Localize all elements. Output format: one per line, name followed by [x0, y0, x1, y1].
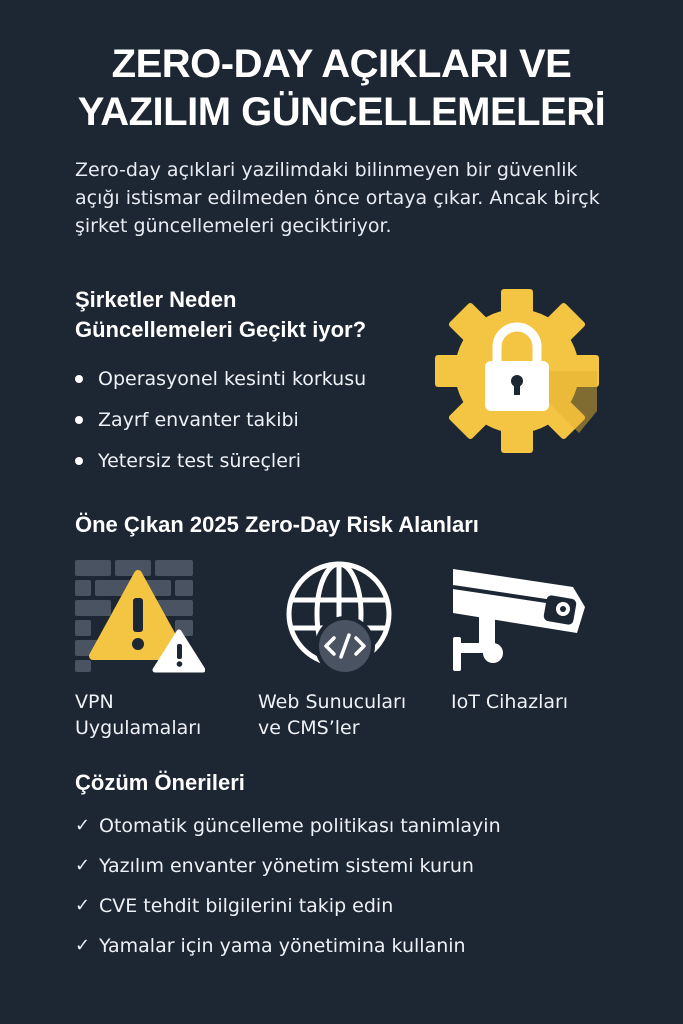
page-title: [0, 40, 683, 136]
checkmark-icon: ✓: [75, 935, 91, 956]
security-camera-icon: [445, 563, 595, 673]
risk-item-iot: [451, 689, 568, 715]
intro-paragraph: [75, 156, 635, 240]
risk-label-line-1: Web Sunucuları: [258, 691, 407, 713]
reason-text: Operasyonel kesinti korkusu: [98, 367, 367, 390]
reason-text: Yetersiz test süreçleri: [98, 449, 301, 472]
solution-item: [75, 846, 501, 886]
risk-label-line-2: Uygulamaları: [75, 717, 202, 739]
solution-text: Otomatik güncelleme politikası tanimlayin: [99, 815, 501, 837]
gear-lock-icon: [434, 288, 600, 454]
risks-heading: Öne Çıkan 2025 Zero-Day Risk Alanları: [75, 512, 479, 537]
checkmark-icon: ✓: [75, 895, 91, 916]
title-line-1: ZERO-DAY AÇIKLARI VE: [111, 42, 572, 86]
risk-label-line-2: ve CMS’ler: [258, 717, 360, 739]
bullet-icon: [75, 416, 83, 424]
solution-item: [75, 886, 501, 926]
checkmark-icon: ✓: [75, 855, 91, 876]
intro-line-3: şirket güncellemeleri geciktiriyor.: [75, 215, 392, 237]
solutions-list: [75, 806, 501, 966]
title-line-2: YAZILIM GÜNCELLEMELERİ: [77, 90, 606, 134]
bullet-icon: [75, 375, 83, 383]
reasons-heading: [75, 285, 366, 345]
reason-item: [75, 358, 366, 399]
solution-text: Yazılım envanter yönetim sistemi kurun: [99, 855, 474, 877]
bullet-icon: [75, 457, 83, 465]
risk-item-vpn: [75, 689, 201, 741]
globe-code-icon: [283, 560, 398, 675]
solution-text: CVE tehdit bilgilerini takip edin: [99, 895, 394, 917]
risk-label-line-1: IoT Cihazları: [451, 691, 569, 713]
checkmark-icon: ✓: [75, 815, 91, 836]
risk-label-line-1: VPN: [75, 691, 114, 713]
reason-item: [75, 440, 366, 481]
intro-line-1: Zero-day açıklari yazilimdaki bilinmeyen bir güvenlik: [75, 159, 578, 181]
solution-item: [75, 806, 501, 846]
reasons-heading-line-1: Şirketler Neden: [75, 287, 237, 312]
firewall-warning-icon: [75, 560, 205, 675]
risk-item-web: [258, 689, 406, 741]
intro-line-2: açığı istismar edilmeden önce ortaya çıkar. Ancak birçk: [75, 187, 600, 209]
solutions-heading: Çözüm Önerileri: [75, 770, 245, 795]
reason-text: Zayrf envanter takibi: [98, 408, 299, 431]
solution-text: Yamalar için yama yönetimina kullanin: [99, 935, 466, 957]
reasons-list: [75, 358, 366, 481]
reasons-heading-line-2: Güncellemeleri Geçikt iyor?: [75, 317, 367, 342]
solution-item: [75, 926, 501, 966]
reason-item: [75, 399, 366, 440]
